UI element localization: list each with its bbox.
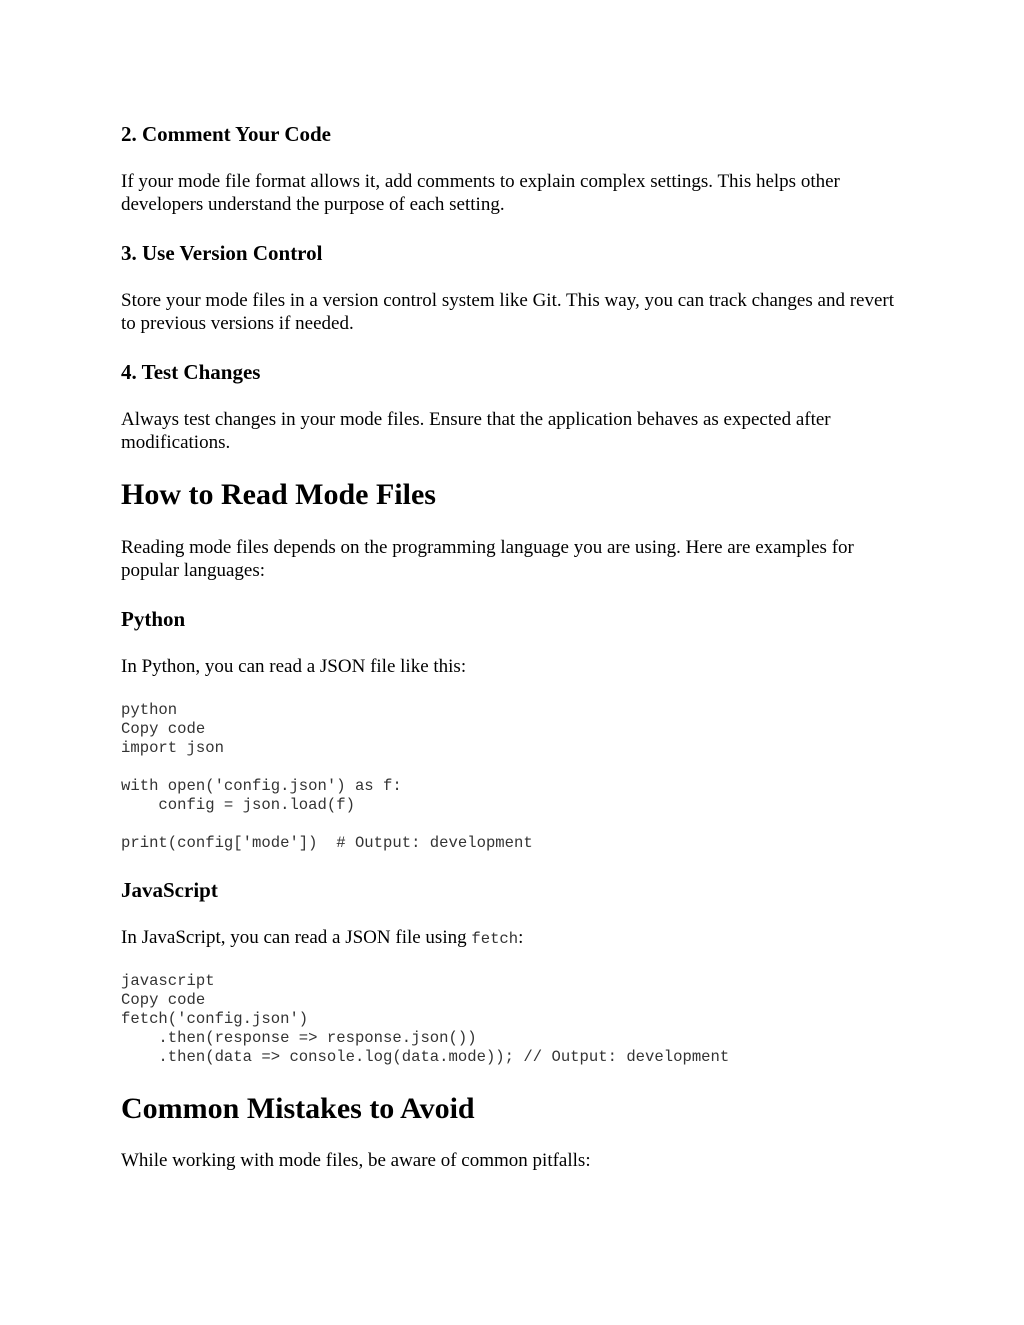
- paragraph-javascript-colon: :: [518, 927, 524, 948]
- inline-code-fetch: fetch: [471, 930, 519, 948]
- code-block-python: python Copy code import json with open('config.json') as f: config = json.load(f) print(config['mode']) # Output: development: [121, 701, 533, 852]
- paragraph-python: In Python, you can read a JSON file like this:: [121, 656, 467, 677]
- paragraph-test-changes: Always test changes in your mode files. Ensure that the application behaves as expected after modifications.: [121, 409, 831, 453]
- heading-use-version-control: 3. Use Version Control: [121, 241, 323, 265]
- heading-how-to-read-mode-files: How to Read Mode Files: [121, 478, 436, 511]
- heading-comment-your-code: 2. Comment Your Code: [121, 122, 331, 146]
- paragraph-how-to-read-mode-files: Reading mode files depends on the programming language you are using. Here are examples for popular languages:: [121, 537, 854, 581]
- heading-test-changes: 4. Test Changes: [121, 360, 261, 384]
- paragraph-javascript-text: In JavaScript, you can read a JSON file using: [121, 927, 472, 948]
- heading-python: Python: [121, 607, 186, 631]
- heading-javascript: JavaScript: [121, 878, 218, 902]
- paragraph-common-mistakes: While working with mode files, be aware of common pitfalls:: [121, 1150, 591, 1171]
- paragraph-javascript: [121, 926, 911, 951]
- paragraph-use-version-control: Store your mode files in a version control system like Git. This way, you can track changes and revert to previous versions if needed.: [121, 290, 894, 334]
- code-block-javascript: javascript Copy code fetch('config.json') .then(response => response.json()) .then(data => console.log(data.mode)); // Output: development: [121, 972, 730, 1066]
- heading-common-mistakes: Common Mistakes to Avoid: [121, 1092, 475, 1125]
- paragraph-comment-your-code: If your mode file format allows it, add comments to explain complex settings. This helps other developers understand the purpose of each setting.: [121, 171, 840, 215]
